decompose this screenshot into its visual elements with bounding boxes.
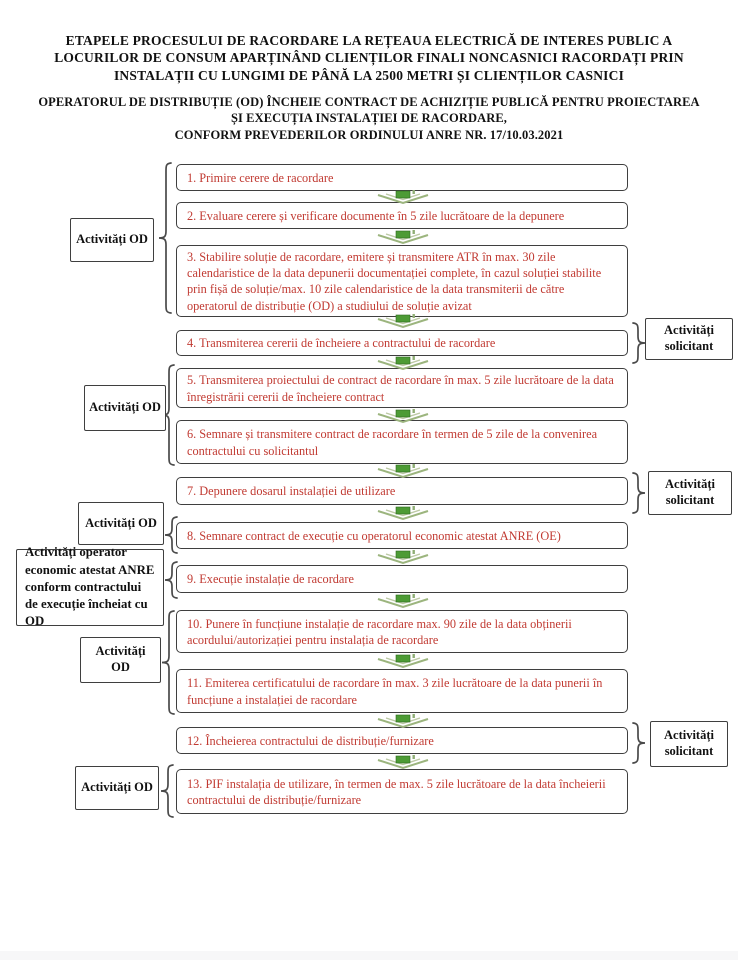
title-line: INSTALAȚII CU LUNGIMI DE PÂNĂ LA 2500 METRI ȘI CLIENȚILOR CASNICI	[113, 67, 625, 83]
activity-label-od-4	[80, 637, 161, 683]
step-box-3	[176, 245, 628, 317]
step-box-2	[176, 202, 628, 229]
step-box-7	[176, 477, 628, 505]
step-text: 8. Semnare contract de execuție cu operatorul economic atestat ANRE (OE)	[187, 528, 561, 543]
step-text: 10. Punere în funcțiune instalație de racordare max. 90 zile de la data obținerii acordului/autorizației pentru instalația de racordare	[187, 616, 572, 647]
curly-brace-left	[161, 561, 181, 599]
curly-brace-right	[629, 722, 649, 764]
activity-label-anre	[16, 545, 164, 629]
down-arrow-icon	[375, 714, 431, 729]
down-arrow-icon	[375, 409, 431, 424]
step-text: 5. Transmiterea proiectului de contract de racordare în max. 5 zile lucrătoare de la data înregistrării cererii de încheiere contract	[187, 373, 614, 404]
step-box-6	[176, 420, 628, 464]
subtitle-line: OPERATORUL DE DISTRIBUȚIE (OD) ÎNCHEIE CONTRACT DE ACHIZIȚIE PUBLICĂ PENTRU PROIECTAREA	[38, 95, 700, 109]
subtitle-line: CONFORM PREVEDERILOR ORDINULUI ANRE NR. 17/10.03.2021	[174, 127, 564, 142]
step-text: 1. Primire cerere de racordare	[187, 170, 334, 185]
activity-label-solicitant-3	[650, 721, 728, 767]
footer-strip	[0, 951, 738, 960]
activity-label-od-2	[84, 385, 166, 431]
step-box-9	[176, 565, 628, 593]
activity-label-od-5	[75, 766, 159, 810]
step-text: 12. Încheierea contractului de distribuție/furnizare	[187, 733, 434, 748]
down-arrow-icon	[375, 464, 431, 479]
step-box-10	[176, 610, 628, 653]
activity-label-od-1	[70, 218, 154, 262]
curly-brace-right	[629, 472, 649, 514]
step-text: 3. Stabilire soluție de racordare, emitere și transmitere ATR în max. 30 zile calendaristice de la data depunerii documentației complete, în cazul soluției stabilite prin fișă de soluție/max. 10 zile calendaristice de la data transmiterii de către operatorul de distribuție (OD) a studiului de soluție avizat	[187, 250, 602, 313]
step-box-11	[176, 669, 628, 713]
step-text: 6. Semnare și transmitere contract de racordare în termen de 5 zile de la convenirea contractului cu solicitantul	[187, 427, 598, 458]
title-line: LOCURILOR DE CONSUM APARȚINÂND CLIENȚILOR FINALI NONCASNICI RACORDAȚI PRIN	[54, 50, 684, 66]
activity-label-solicitant-2	[648, 471, 732, 515]
down-arrow-icon	[375, 314, 431, 329]
step-text: 13. PIF instalația de utilizare, în termen de max. 5 zile lucrătoare de la data încheierii contractului de distribuție/furnizare	[187, 776, 606, 807]
label-text: Activități OD	[95, 644, 146, 674]
label-text: Activități OD	[89, 400, 161, 415]
step-text: 9. Execuție instalație de racordare	[187, 572, 354, 587]
label-text: Activități operator economic atestat ANRE conform contractului de execuție încheiat cu OD	[25, 545, 155, 629]
step-box-1	[176, 164, 628, 191]
down-arrow-icon	[375, 654, 431, 669]
curly-brace-left	[155, 162, 175, 314]
step-box-13	[176, 769, 628, 814]
step-box-5	[176, 368, 628, 408]
step-box-8	[176, 522, 628, 549]
down-arrow-icon	[375, 356, 431, 371]
label-text: Activități solicitant	[664, 728, 714, 758]
subtitle-line: ȘI EXECUȚIA INSTALAȚIEI DE RACORDARE,	[230, 111, 508, 126]
step-text: 7. Depunere dosarul instalației de utilizare	[187, 484, 396, 499]
down-arrow-icon	[375, 550, 431, 565]
page-subtitle	[0, 94, 738, 143]
down-arrow-icon	[375, 755, 431, 770]
down-arrow-icon	[375, 594, 431, 609]
label-text: Activități OD	[76, 232, 148, 247]
down-arrow-icon	[375, 506, 431, 521]
step-box-12	[176, 727, 628, 754]
page-title	[0, 32, 738, 84]
curly-brace-left	[157, 764, 177, 818]
down-arrow-icon	[375, 190, 431, 205]
step-box-4	[176, 330, 628, 356]
label-text: Activități solicitant	[665, 477, 715, 507]
down-arrow-icon	[375, 230, 431, 245]
step-text: 4. Transmiterea cererii de încheiere a contractului de racordare	[187, 336, 496, 351]
step-text: 11. Emiterea certificatului de racordare în max. 3 zile lucrătoare de la data punerii în funcțiune a instalației de racordare	[187, 676, 603, 707]
curly-brace-left	[161, 516, 181, 554]
title-line: ETAPELE PROCESULUI DE RACORDARE LA REȚEAUA ELECTRICĂ DE INTERES PUBLIC A	[65, 33, 673, 48]
label-text: Activități solicitant	[664, 323, 714, 353]
activity-label-od-3	[78, 502, 164, 545]
activity-label-solicitant-1	[645, 318, 733, 360]
label-text: Activități OD	[85, 515, 157, 530]
step-text: 2. Evaluare cerere și verificare documente în 5 zile lucrătoare de la depunere	[187, 208, 565, 223]
label-text: Activități OD	[81, 780, 153, 795]
